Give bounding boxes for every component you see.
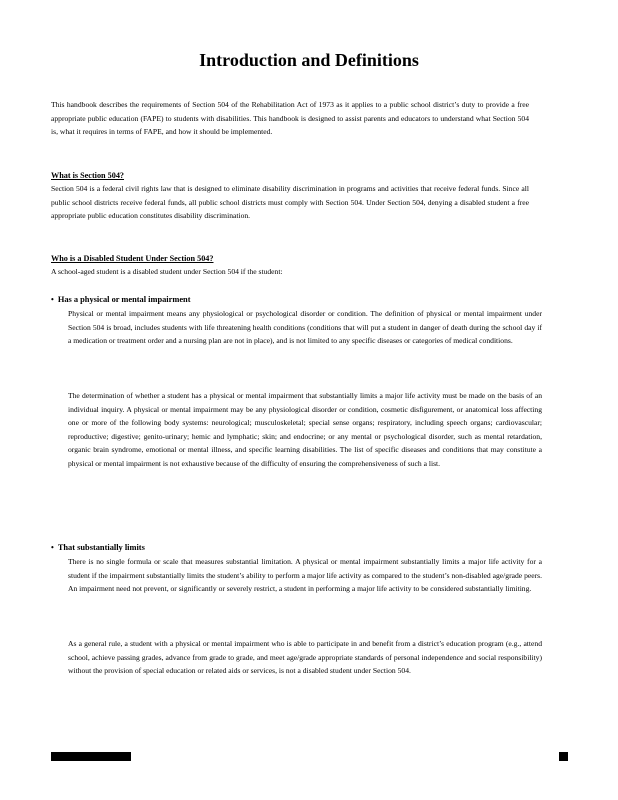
page-title: Introduction and Definitions xyxy=(199,50,419,70)
bullet-heading-substantially-limits: • That substantially limits xyxy=(51,543,145,552)
footer-bar xyxy=(51,752,131,761)
impairment-paragraph-2: The determination of whether a student has a physical or mental impairment that substantially limits a major life activity must be made on the basis of an individual inquiry. A physical or mental impairment may be any physiological disorder or condition, cosmetic disfigurement, or anatomical loss affecting one or more of the following body systems: neurological; musculoskeletal; special sense organs; respiratory, including speech organs; cardiovascular; reproductive; digestive; genito-urinary; hemic and lymphatic; skin; and endocrine; or any mental or psychological disorder, such as mental retardation, organic brain syndrome, emotional or mental illness, and specific learning disabilities. The list of specific diseases and conditions that may constitute a physical or mental impairment is not exhaustive because of the difficulty of ensuring the comprehensiveness of such a list. xyxy=(68,391,542,468)
intro-paragraph: This handbook describes the requirements of Section 504 of the Rehabilitation Act of 1973 as it applies to a public school district’s duty to provide a free appropriate public education (FAPE) to students with disabilities. This handbook is designed to assist parents and educators to understand what Section 504 is, what it requires in terms of FAPE, and how it should be implemented. xyxy=(51,100,529,136)
bullet-icon: • xyxy=(51,543,54,552)
bullet-icon: • xyxy=(51,295,54,304)
section-who-is-disabled-lead: A school-aged student is a disabled student under Section 504 if the student: xyxy=(51,267,283,276)
limits-paragraph-1: There is no single formula or scale that measures substantial limitation. A physical or mental impairment substantially limits a major life activity for a student if the impairment substantially limits the student’s ability to perform a major life activity as compared to the student’s non-disabled age/grade peers. An impairment need not prevent, or significantly or severely restrict, a student in performing a major life activity to be considered substantially limiting. xyxy=(68,557,542,593)
bullet-heading-impairment: • Has a physical or mental impairment xyxy=(51,295,191,304)
section-heading-who-is-disabled: Who is a Disabled Student Under Section 504? xyxy=(51,254,214,263)
section-heading-what-is-504: What is Section 504? xyxy=(51,171,125,180)
section-what-is-504-text: Section 504 is a federal civil rights law that is designed to eliminate disability discrimination in programs and activities that receive federal funds. Since all public school districts receive federal funds, all public school districts must comply with Section 504. Under Section 504, denying a disabled student a free appropriate public education constitutes disability discrimination. xyxy=(51,184,529,220)
footer-square xyxy=(559,752,568,761)
impairment-paragraph-1: Physical or mental impairment means any physiological or psychological disorder or condition. The definition of physical or mental impairment under Section 504 is broad, includes students with life threatening health conditions (conditions that will put a student in danger of death during the school day if a medication or treatment order and a nursing plan are not in place), and is not limited to any specific diseases or categories of medical conditions. xyxy=(68,309,542,345)
limits-paragraph-2: As a general rule, a student with a physical or mental impairment who is able to participate in and benefit from a district’s education program (e.g., attend school, achieve passing grades, advance from grade to grade, and meet age/grade appropriate standards of personal independence and social responsibility) without the provision of special education or related aids or services, is not a disabled student under Section 504. xyxy=(68,639,542,675)
